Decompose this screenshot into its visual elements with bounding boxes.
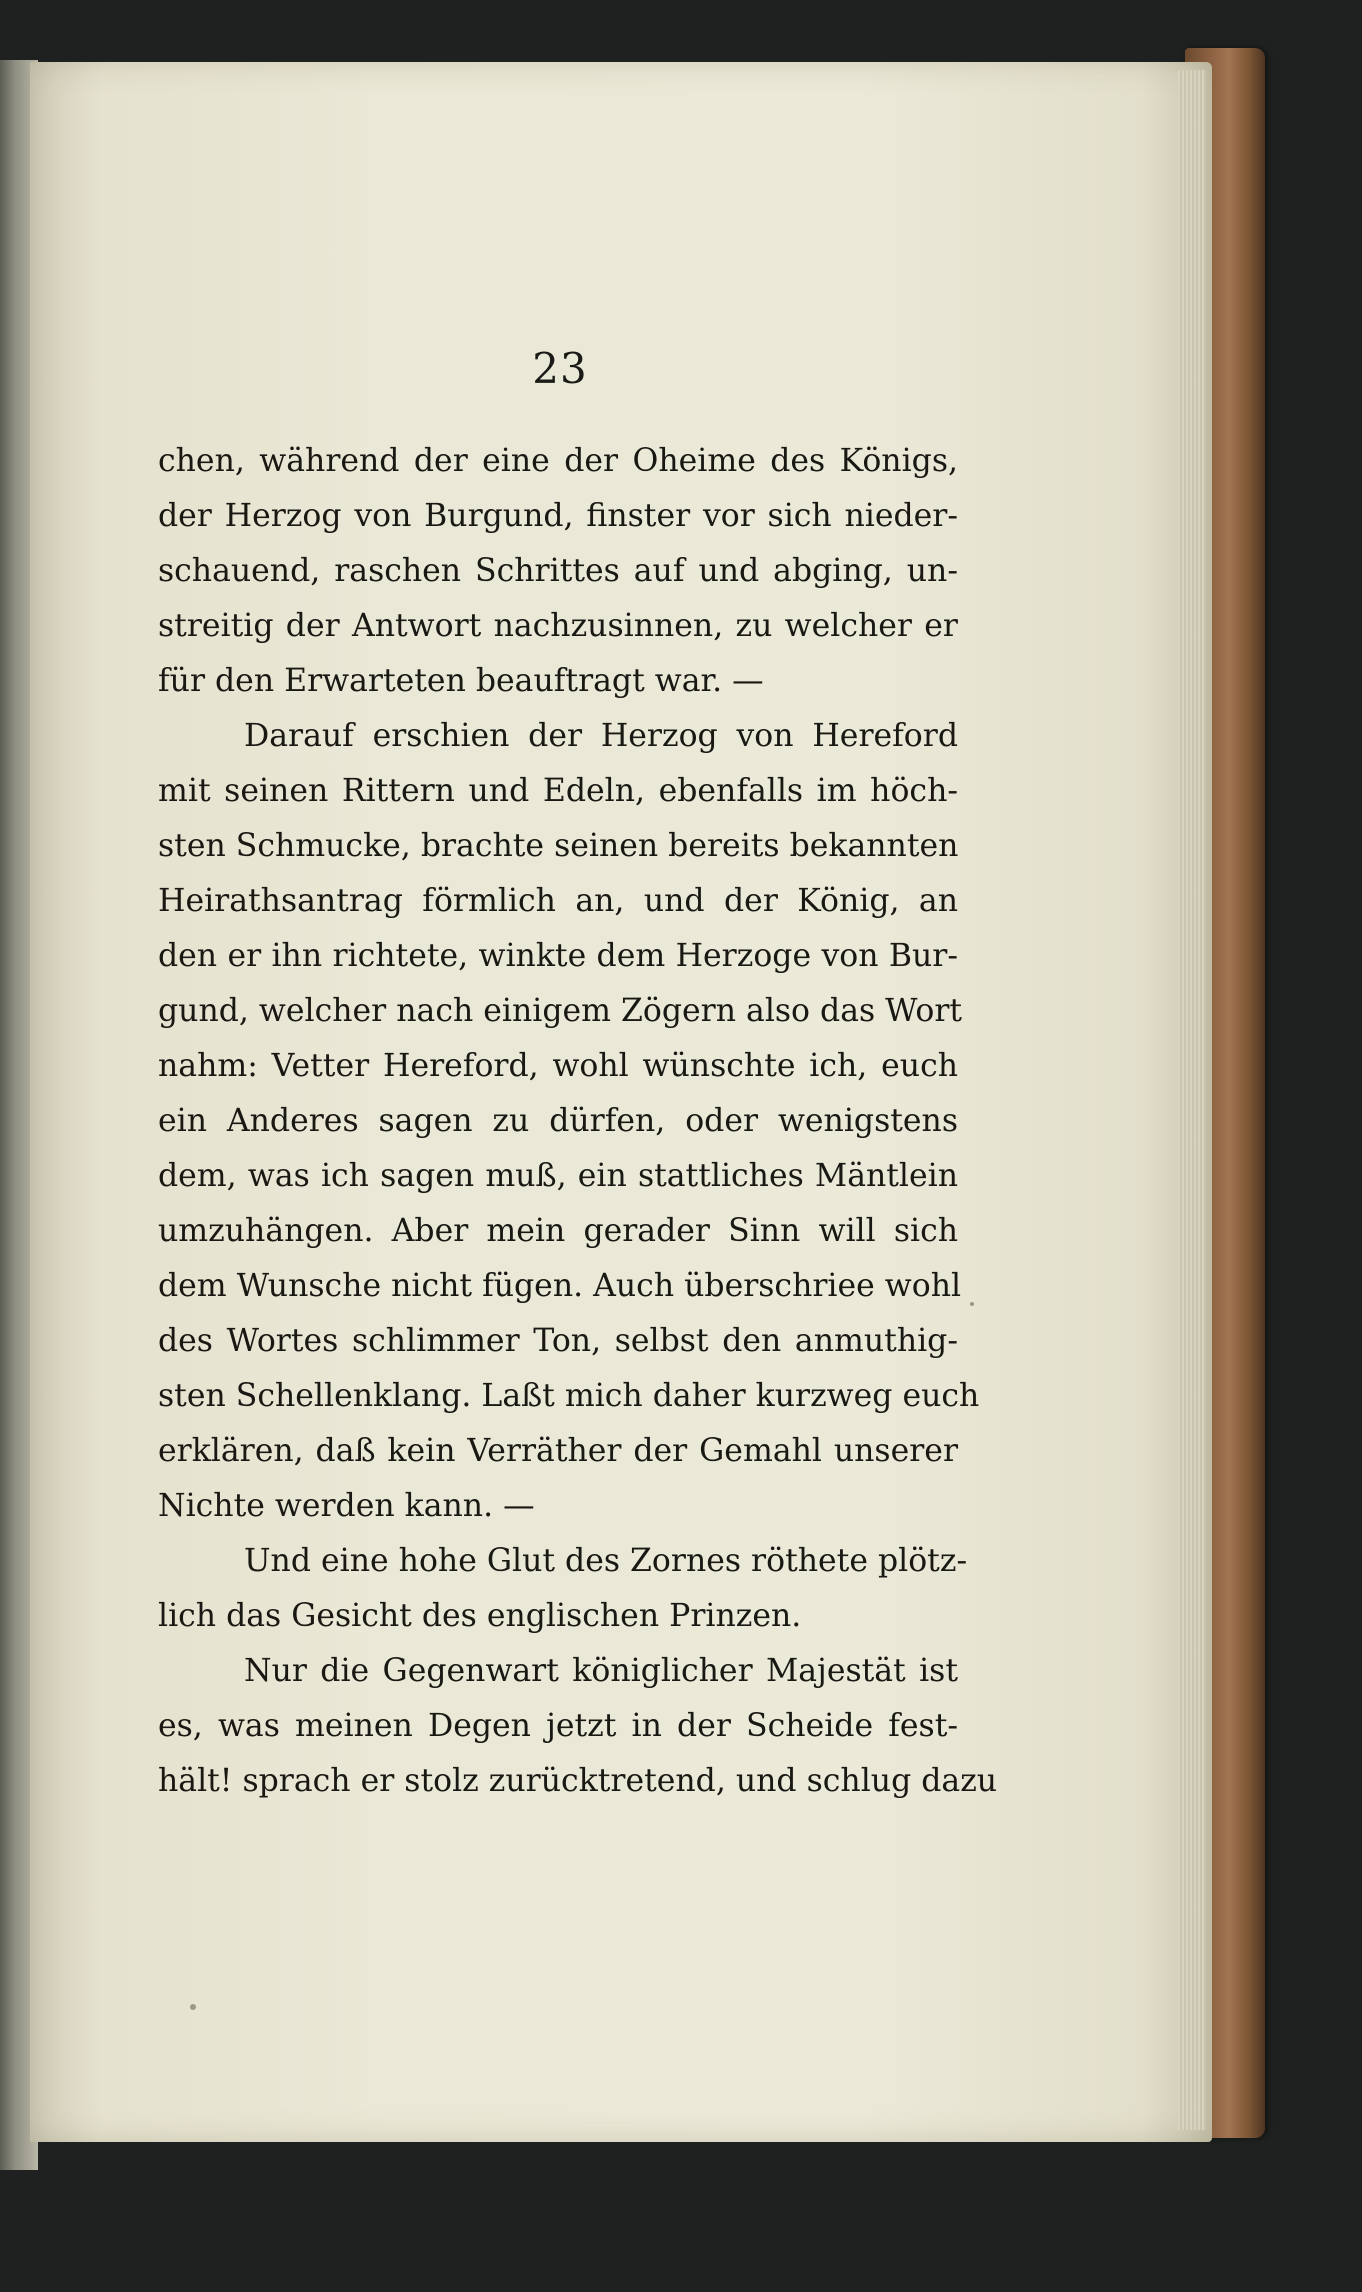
text-line: des Wortes schlimmer Ton, selbst den anmuthig- [158, 1323, 958, 1359]
page-text [158, 434, 998, 1809]
text-line: Heirathsantrag förmlich an, und der König, an [158, 883, 958, 919]
text-line: sten Schmucke, brachte seinen bereits bekannten [158, 828, 959, 864]
text-line: ein Anderes sagen zu dürfen, oder wenigstens [158, 1103, 958, 1139]
text-line: Nur die Gegenwart königlicher Majestät ist [244, 1653, 958, 1689]
text-line: mit seinen Rittern und Edeln, ebenfalls im höch- [158, 773, 958, 809]
text-line: der Herzog von Burgund, finster vor sich nieder- [158, 498, 958, 534]
text-line: dem Wunsche nicht fügen. Auch überschriee wohl [158, 1268, 962, 1304]
page-edge-stack [1178, 70, 1206, 2130]
text-line: für den Erwarteten beauftragt war. — [158, 663, 764, 699]
book-page [30, 62, 1212, 2142]
text-line: chen, während der eine der Oheime des Königs, [158, 443, 958, 479]
ink-speck [190, 2004, 196, 2010]
text-line: dem, was ich sagen muß, ein stattliches Mäntlein [158, 1158, 958, 1194]
text-line: streitig der Antwort nachzusinnen, zu welcher er [158, 608, 958, 644]
text-line: gund, welcher nach einigem Zögern also das Wort [158, 993, 963, 1029]
text-line: es, was meinen Degen jetzt in der Scheide fest- [158, 1708, 958, 1744]
text-line: Nichte werden kann. — [158, 1488, 535, 1524]
text-line: erklären, daß kein Verräther der Gemahl unserer [158, 1433, 958, 1469]
text-line: nahm: Vetter Hereford, wohl wünschte ich, euch [158, 1048, 958, 1084]
text-line: Darauf erschien der Herzog von Hereford [244, 718, 958, 754]
text-line: schauend, raschen Schrittes auf und abging, un- [158, 553, 958, 589]
text-line: hält! sprach er stolz zurücktretend, und schlug dazu [158, 1763, 998, 1799]
text-line: Und eine hohe Glut des Zornes röthete plötz- [244, 1543, 968, 1579]
text-line: sten Schellenklang. Laßt mich daher kurzweg euch [158, 1378, 980, 1414]
text-line: lich das Gesicht des englischen Prinzen. [158, 1598, 802, 1634]
text-line: den er ihn richtete, winkte dem Herzoge von Bur- [158, 938, 958, 974]
text-line: umzuhängen. Aber mein gerader Sinn will sich [158, 1213, 958, 1249]
page-number: 23 [532, 344, 588, 393]
ink-speck [970, 1302, 974, 1306]
